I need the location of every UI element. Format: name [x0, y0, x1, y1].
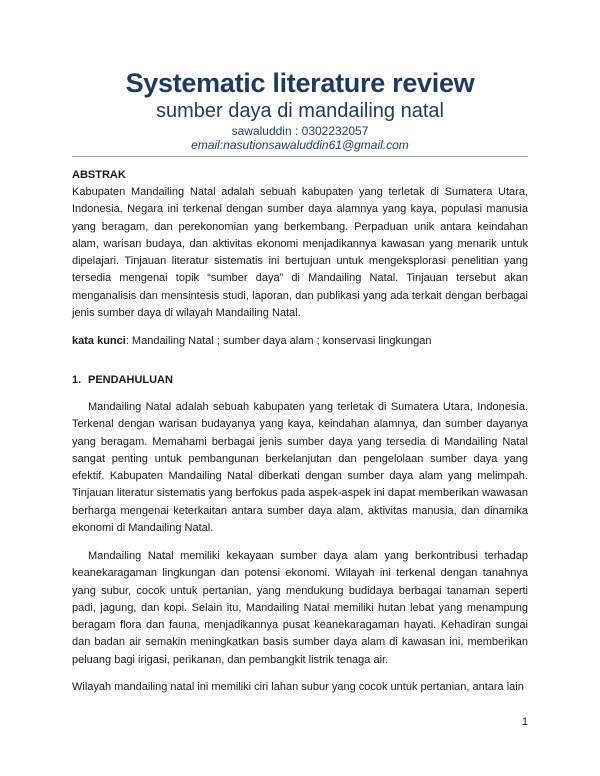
paper-header — [0, 66, 600, 152]
page-number: 1 — [521, 716, 528, 728]
author-line: sawaluddin : 0302232057 — [231, 124, 369, 138]
section-title: PENDAHULUAN — [88, 374, 173, 386]
section-heading — [72, 372, 528, 389]
paragraph-1: Mandailing Natal adalah sebuah kabupaten yang terletak di Sumatera Utara, Indonesia. Terkenal dengan warisan budayanya yang kaya, keindahan alamnya, dan sumber dayanya yang beragam. Memahami berbagai jenis sumber daya yang tersedia di Mandailing Natal sangat penting untuk pembangunan berkelanjutan dan pengelolaan sumber daya yang efektif. Kabupaten Mandailing Natal diberkati dengan sumber daya alam yang melimpah. Tinjauan literatur sistematis yang berfokus pada aspek-aspek ini dapat memberikan wawasan berharga mengenai keterkaitan antara sumber daya alam, aktivitas manusia, dan dinamika ekonomi di Mandailing Natal. — [72, 401, 528, 535]
section-number: 1. — [72, 374, 82, 386]
paper-title: Systematic literature review — [125, 68, 475, 98]
abstract-text: Kabupaten Mandailing Natal adalah sebuah kabupaten yang terletak di Sumatera Utara, Indonesia. Negara ini terkenal dengan sumber daya alamnya yang kaya, populasi manusia yang beragam, dan perekonomian yang berkembang. Perpaduan unik antara keindahan alam, warisan budaya, dan aktivitas ekonomi menjadikannya kawasan yang menarik untuk dipelajari. Tinjauan literatur sistematis ini bertujuan untuk mengeksplorasi penelitian yang tersedia mengenai topik “sumber daya” di Mandailing Natal. Tinjauan tersebut akan menganalisis dan mensintesis studi, laporan, dan publikasi yang ada terkait dengan berbagai jenis sumber daya di wilayah Mandailing Natal. — [72, 186, 528, 320]
keywords-line — [72, 333, 528, 350]
paragraph-2: Mandailing Natal memiliki kekayaan sumber daya alam yang berkontribusi terhadap keanekaragaman lingkungan dan potensi ekonomi. Wilayah ini terkenal dengan tanahnya yang subur, cocok untuk pertanian, yang mendukung budidaya berbagai tanaman seperti padi, jagung, dan kopi. Selain itu, Mandailing Natal memiliki hutan lebat yang menampung beragam flora dan fauna, menjadikannya pusat keanekaragaman hayati. Kehadiran sungai dan badan air semakin meningkatkan basis sumber daya alam di kawasan ini, memberikan peluang bagi irigasi, perikanan, dan pembangkit listrik tenaga air. — [72, 550, 528, 666]
keywords-label: kata kunci — [72, 335, 126, 347]
author-email: email:nasutionsawaluddin61@gmail.com — [191, 138, 409, 152]
paper-subtitle: sumber daya di mandailing natal — [156, 100, 444, 122]
paragraph-3: Wilayah mandailing natal ini memiliki ciri lahan subur yang cocok untuk pertanian, antara lain — [72, 681, 524, 693]
header-divider — [72, 156, 528, 157]
keywords-text: : Mandailing Natal ; sumber daya alam ; konservasi lingkungan — [125, 335, 432, 347]
abstract-heading: ABSTRAK — [72, 169, 126, 181]
